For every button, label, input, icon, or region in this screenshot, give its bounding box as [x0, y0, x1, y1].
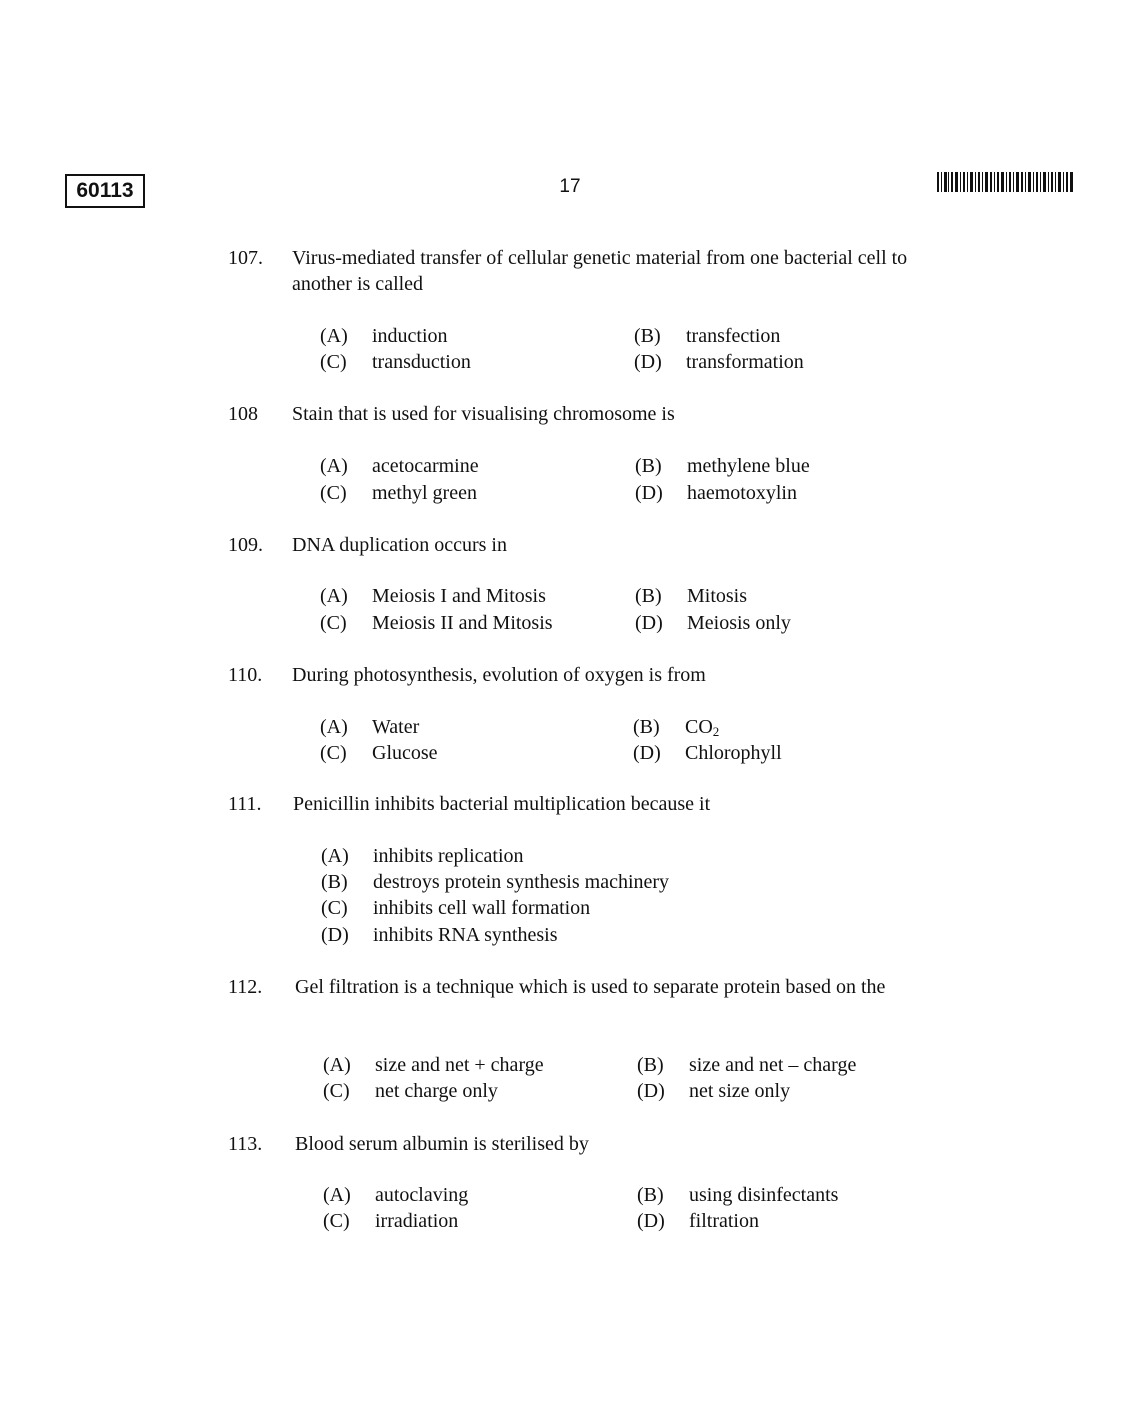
option-c	[323, 1078, 498, 1104]
option-text: transformation	[686, 351, 804, 373]
option-text: size and net – charge	[689, 1054, 857, 1076]
option-label: (B)	[635, 455, 662, 477]
option-text: Chlorophyll	[685, 742, 782, 764]
option-label: (A)	[323, 1184, 351, 1206]
option-label: (B)	[321, 871, 348, 893]
option-a	[320, 714, 419, 740]
option-label: (C)	[320, 612, 347, 634]
option-d	[321, 922, 557, 948]
question-number: 108	[228, 403, 258, 425]
option-label: (C)	[321, 897, 348, 919]
option-label: (B)	[634, 325, 661, 347]
option-text: Meiosis I and Mitosis	[372, 585, 546, 607]
option-label: (A)	[321, 845, 349, 867]
option-subscript: 2	[712, 724, 720, 739]
option-text: inhibits RNA synthesis	[373, 924, 558, 946]
option-b	[637, 1052, 856, 1078]
option-text: acetocarmine	[372, 455, 479, 477]
option-b	[637, 1182, 838, 1208]
question-text: During photosynthesis, evolution of oxygen is from	[292, 664, 706, 686]
option-text: transfection	[686, 325, 781, 347]
question-text: DNA duplication occurs in	[292, 534, 507, 556]
option-text: net size only	[689, 1080, 791, 1102]
option-text: Mitosis	[687, 585, 748, 607]
option-d	[637, 1078, 790, 1104]
option-label: (A)	[320, 325, 348, 347]
paper-code: 60113	[65, 174, 145, 208]
option-a	[323, 1052, 544, 1078]
option-c	[323, 1208, 458, 1234]
option-c	[320, 740, 438, 766]
option-label: (B)	[637, 1054, 664, 1076]
option-c	[320, 349, 471, 375]
option-a	[321, 843, 524, 869]
option-b	[635, 583, 747, 609]
option-label: (C)	[323, 1080, 350, 1102]
option-label: (D)	[635, 482, 663, 504]
option-a	[320, 583, 546, 609]
option-label: (A)	[320, 716, 348, 738]
option-label: (B)	[637, 1184, 664, 1206]
question-number: 107.	[228, 247, 263, 269]
option-label: (B)	[633, 716, 660, 738]
option-b	[634, 323, 780, 349]
option-b	[635, 453, 810, 479]
option-d	[633, 740, 782, 766]
option-d	[635, 610, 791, 636]
option-text: irradiation	[375, 1210, 459, 1232]
question-text: Virus-mediated transfer of cellular genetic material from one bacterial cell to another is called	[292, 247, 908, 295]
question-number: 109.	[228, 534, 263, 556]
option-text: induction	[372, 325, 448, 347]
question-text: Penicillin inhibits bacterial multiplication because it	[293, 793, 711, 815]
option-label: (A)	[320, 455, 348, 477]
page-number: 17	[559, 176, 581, 197]
barcode	[937, 172, 1073, 192]
option-c	[321, 895, 590, 921]
question-text: Gel filtration is a technique which is used to separate protein based on the	[295, 976, 886, 998]
option-text: methylene blue	[687, 455, 810, 477]
option-label: (B)	[635, 585, 662, 607]
option-text: haemotoxylin	[687, 482, 797, 504]
question-text: Stain that is used for visualising chromosome is	[292, 403, 675, 425]
option-label: (D)	[634, 351, 662, 373]
option-label: (C)	[320, 482, 347, 504]
option-text: Water	[372, 716, 420, 738]
option-text: transduction	[372, 351, 471, 373]
option-label: (A)	[320, 585, 348, 607]
option-label: (D)	[635, 612, 663, 634]
option-text: inhibits cell wall formation	[373, 897, 591, 919]
option-text: autoclaving	[375, 1184, 469, 1206]
question-number: 111.	[228, 793, 262, 815]
option-a	[320, 323, 448, 349]
option-a	[323, 1182, 468, 1208]
option-label: (C)	[323, 1210, 350, 1232]
option-text: inhibits replication	[373, 845, 524, 867]
question-number: 113.	[228, 1133, 263, 1155]
option-b	[321, 869, 669, 895]
option-text: size and net + charge	[375, 1054, 544, 1076]
option-text: CO	[685, 716, 713, 738]
question-number: 110.	[228, 664, 263, 686]
option-text: Meiosis only	[687, 612, 791, 634]
option-text: filtration	[689, 1210, 759, 1232]
question-number: 112.	[228, 976, 263, 998]
option-c	[320, 610, 553, 636]
question-text: Blood serum albumin is sterilised by	[295, 1133, 589, 1155]
option-label: (D)	[633, 742, 661, 764]
option-label: (C)	[320, 351, 347, 373]
option-label: (D)	[637, 1210, 665, 1232]
option-label: (D)	[637, 1080, 665, 1102]
option-d	[634, 349, 804, 375]
option-text: net charge only	[375, 1080, 498, 1102]
option-text: methyl green	[372, 482, 477, 504]
option-label: (C)	[320, 742, 347, 764]
option-text: destroys protein synthesis machinery	[373, 871, 670, 893]
option-text: Meiosis II and Mitosis	[372, 612, 553, 634]
option-d	[635, 480, 797, 506]
option-text: Glucose	[372, 742, 438, 764]
option-text: using disinfectants	[689, 1184, 839, 1206]
option-label: (A)	[323, 1054, 351, 1076]
option-c	[320, 480, 477, 506]
option-a	[320, 453, 479, 479]
option-d	[637, 1208, 759, 1234]
option-label: (D)	[321, 924, 349, 946]
